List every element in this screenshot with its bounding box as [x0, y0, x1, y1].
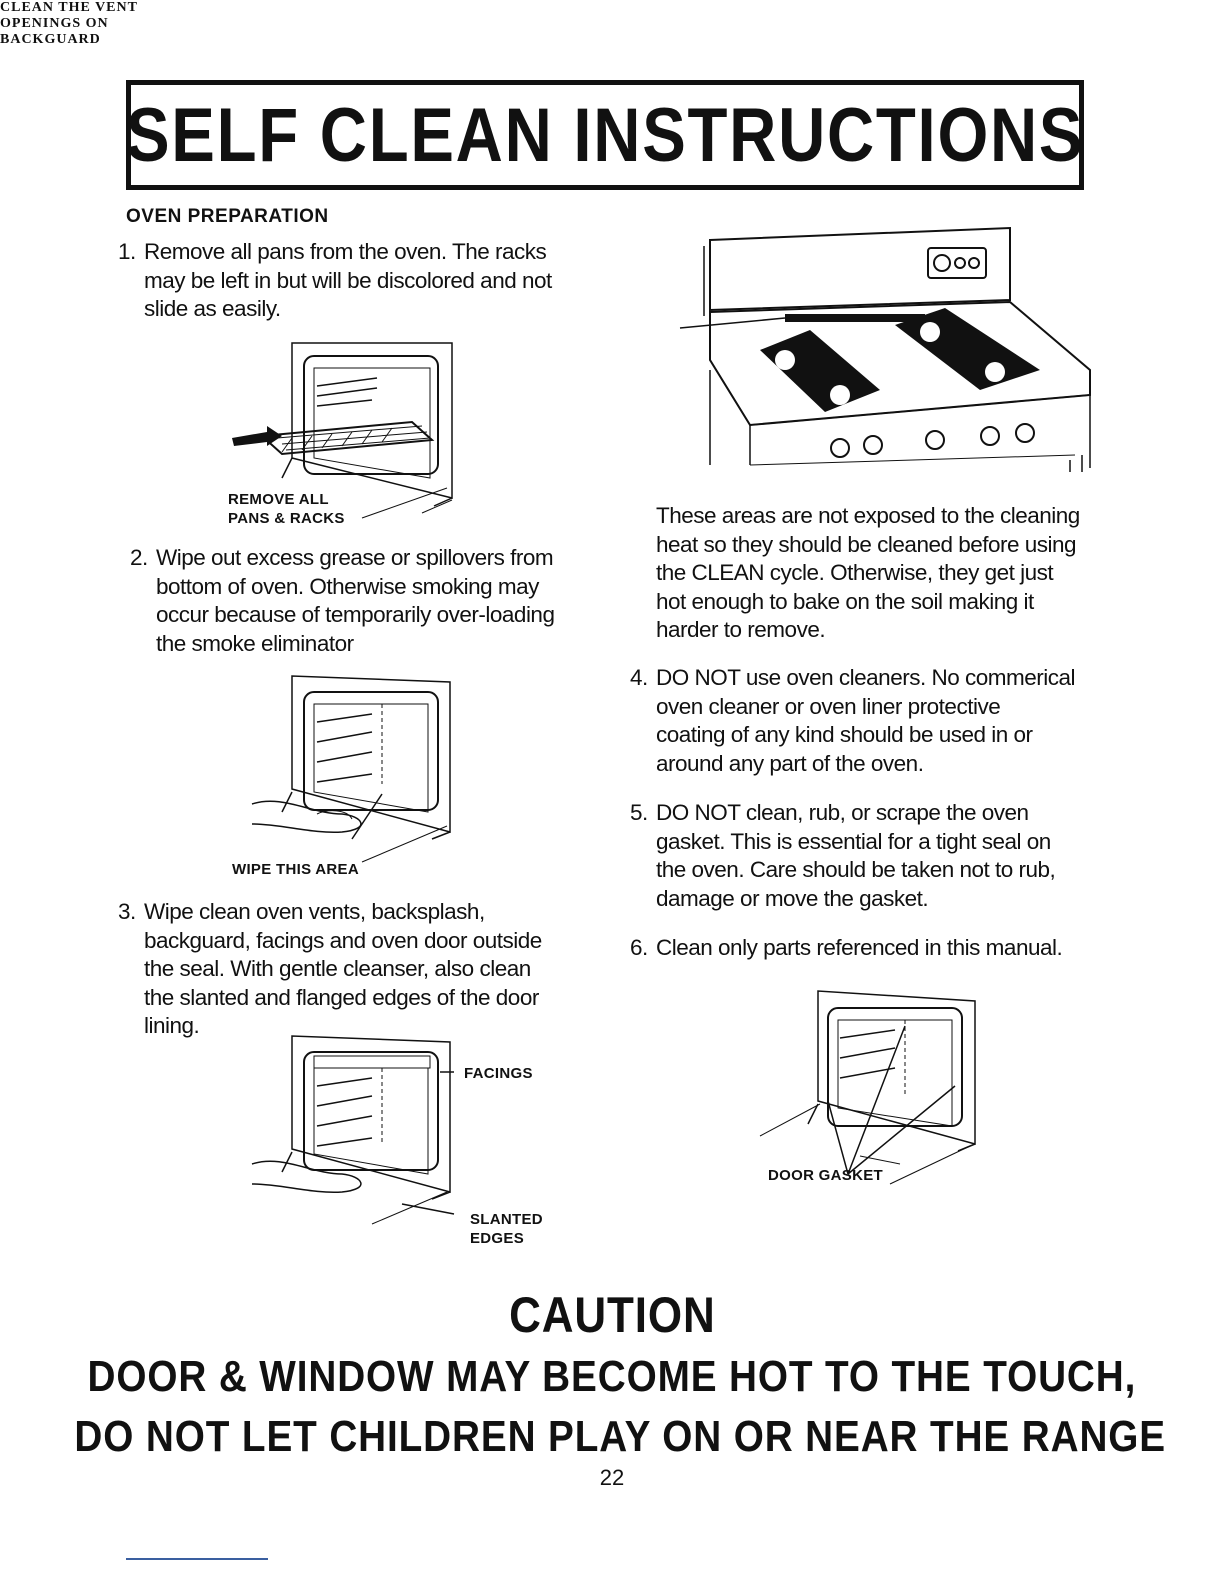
vent-label: CLEAN THE VENT OPENINGS ON BACKGUARD [0, 0, 138, 47]
item-number: 1. [118, 239, 136, 264]
instruction-item-2: 2. Wipe out excess grease or spillovers from bottom of oven. Otherwise smoking may occur because of temporarily over-loading the smoke eliminator [130, 545, 555, 656]
door-gasket-illustration [740, 986, 985, 1196]
footer-rule [126, 1558, 268, 1560]
section-heading: OVEN PREPARATION [126, 206, 329, 227]
item-number: 6. [630, 935, 648, 960]
item-number: 4. [630, 665, 648, 690]
slanted-edges-label: SLANTED EDGES [470, 1211, 543, 1247]
instruction-item-6: 6. Clean only parts referenced in this manual. [630, 934, 1098, 963]
wipe-area-label: WIPE THIS AREA [232, 861, 359, 878]
caution-line-1: DOOR & WINDOW MAY BECOME HOT TO THE TOUCH, [87, 1352, 1137, 1401]
item-number: 3. [118, 899, 136, 924]
caution-heading: CAUTION [508, 1287, 716, 1343]
facings-label: FACINGS [464, 1065, 533, 1082]
item-line: slide as easily. [144, 296, 281, 321]
facings-illustration [222, 1034, 462, 1244]
instruction-item-4: 4. DO NOT use oven cleaners. No commerical oven cleaner or oven liner protective coating of any kind should be used in or around any part of the oven. [630, 665, 1075, 776]
range-illustration [690, 220, 1100, 485]
item-number: 2. [130, 545, 148, 570]
remove-all-label: REMOVE ALL PANS & RACKS [228, 491, 345, 527]
item-line: may be left in but will be discolored and not [144, 267, 552, 293]
page-title: SELF CLEAN INSTRUCTIONS [125, 92, 1085, 178]
instruction-item-1 [118, 238, 598, 324]
item-number: 5. [630, 800, 648, 825]
wipe-area-illustration [222, 674, 462, 874]
page-number: 22 [599, 1465, 625, 1490]
item-line: Remove all pans from the oven. The racks [144, 239, 547, 264]
instruction-item-3: 3. Wipe clean oven vents, backsplash, backguard, facings and oven door outside the seal. With gentle cleanser, also clean the slanted and flanged edges of the door lining. [118, 899, 542, 1038]
caution-line-2: DO NOT LET CHILDREN PLAY ON OR NEAR THE RANGE [74, 1412, 1166, 1461]
door-gasket-label: DOOR GASKET [768, 1167, 883, 1184]
instruction-item-5: 5. DO NOT clean, rub, or scrape the oven gasket. This is essential for a tight seal on the oven. Care should be taken not to rub, damage or move the gasket. [630, 800, 1056, 911]
title-box [126, 80, 1084, 190]
cleaning-heat-note: These areas are not exposed to the cleaning heat so they should be cleaned before using the CLEAN cycle. Otherwise, they get just hot enough to bake on the soil making it harder to remove. [656, 503, 1080, 642]
